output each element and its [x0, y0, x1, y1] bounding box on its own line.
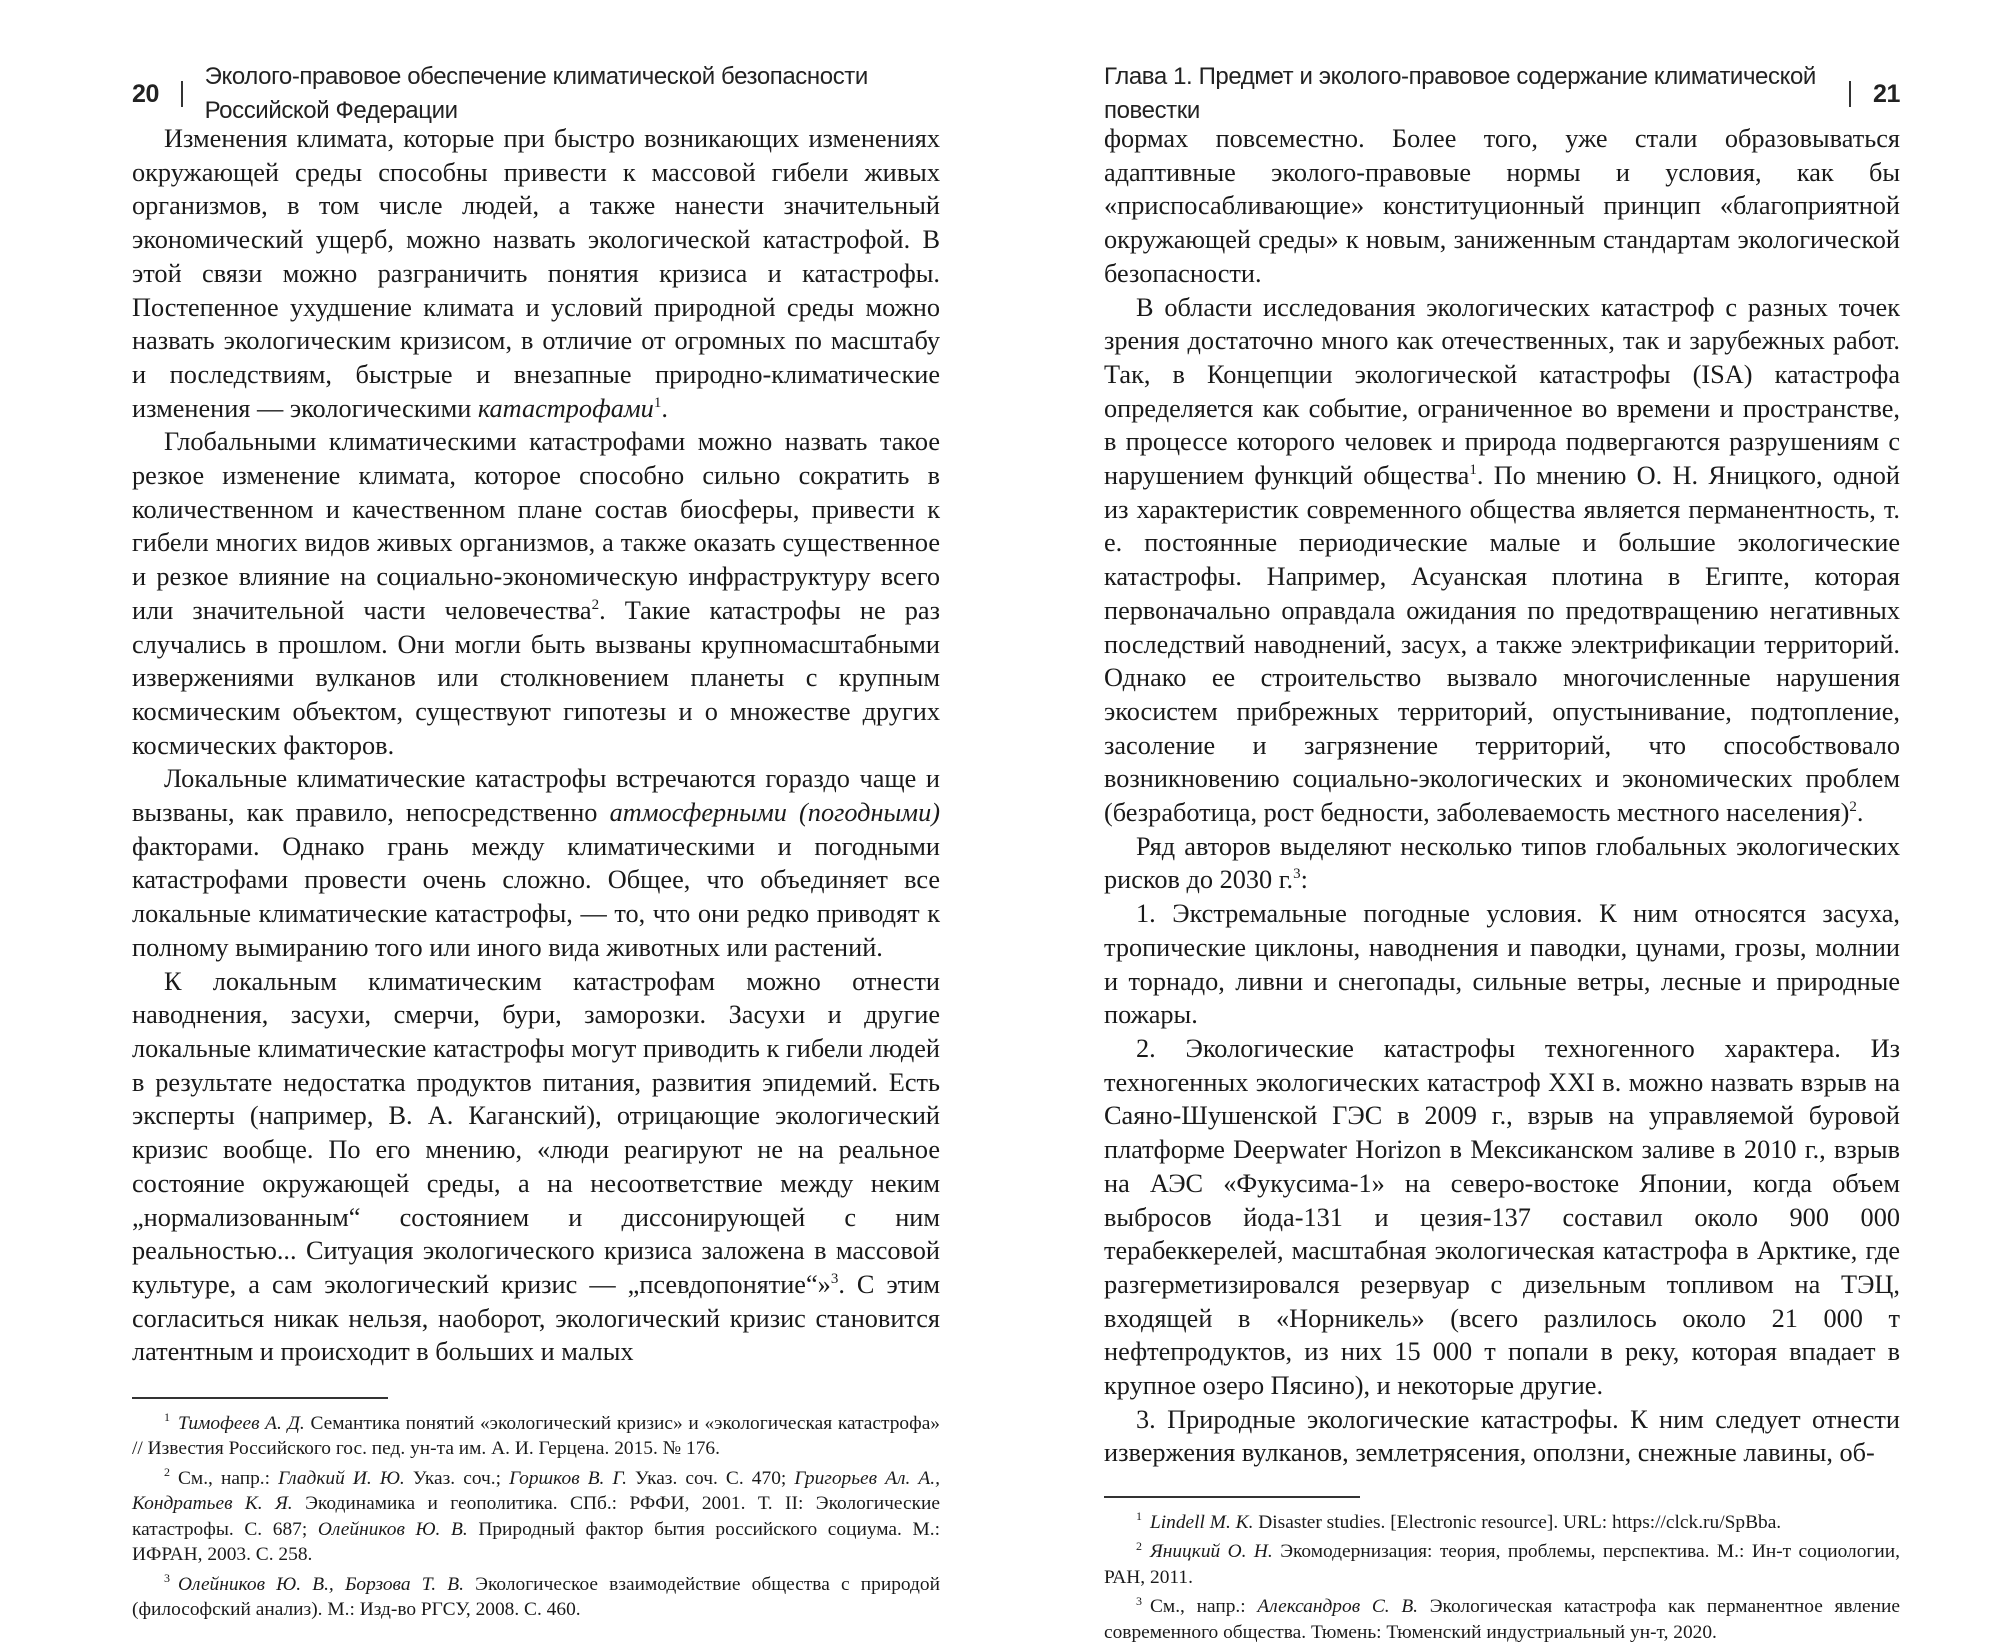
left-paragraph [132, 762, 940, 964]
text-run: . [661, 393, 668, 423]
text-run: Указ. соч.; [404, 1467, 510, 1489]
page-number-right: 21 [1872, 80, 1900, 108]
text-run: : [1300, 865, 1308, 895]
footnote [1104, 1510, 1900, 1536]
text-run: Экологическая катастрофа как перманентное явление современного общества. Тюмень: Тюменский индустриальный ун-т, 2020. [1104, 1596, 1900, 1643]
text-run: Экологическое взаимодействие общества с природой (философский анализ). М.: Изд-во РГСУ, 2008. С. 460. [132, 1573, 940, 1621]
text-run: . [1856, 798, 1864, 828]
footnote [1104, 1594, 1900, 1645]
text-run: Природный фактор бытия российского социума. М.: ИФРАН, 2003. С. 258. [132, 1518, 940, 1566]
italic-run: Олейников Ю. В., Борзова Т. В. [178, 1573, 464, 1595]
footnote [132, 1572, 940, 1623]
italic-run: Lindell M. K. [1150, 1511, 1254, 1533]
text-run: 1. Экстремальные погодные условия. К ним относятся засуха, тропические циклоны, наводнения и паводки, цунами, грозы, молнии и торнадо, ливни и снегопады, сильные ветры, лесные и природные пожары. [1104, 899, 1900, 1030]
italic-run: Горшков В. Г. [509, 1467, 627, 1489]
footnote-rule [1104, 1496, 1360, 1498]
text-run: . С этим согласиться никак нельзя, наоборот, экологический кризис становится латентным и происходит в больших и малых [132, 1269, 941, 1367]
text-run: Изменения климата, которые при быстро возникающих изменениях окружающей среды способны привести к массовой гибели живых организмов, в том числе людей, а также нанести значительный экономический ущерб, можно назвать экологической катастрофой. В этой связи можно разграничить понятия кризиса и катастрофы. Постепенное ухудшение климата и условий природной среды можно назвать экологическим кризисом, в отличие от огромных по масштабу и последствиям, быстрые и внезапные природно-климатические изменения — экологическими [132, 124, 940, 423]
italic-run: Яницкий О. Н. [1150, 1541, 1273, 1563]
italic-run: катастрофами [477, 393, 654, 423]
footnote-marker: 1 [1136, 1509, 1142, 1524]
right-paragraph [1104, 122, 1900, 291]
right-paragraph [1104, 1403, 1900, 1470]
italic-run: Тимофеев А. Д. [178, 1412, 305, 1434]
left-paragraph [132, 122, 940, 425]
footnote-marker: 2 [1136, 1538, 1142, 1553]
italic-run: Олейников Ю. В. [317, 1518, 468, 1540]
text-run: формах повсеместно. Более того, уже стали образовываться адаптивные эколого-правовые нормы и условия, как бы «приспосабливающие» конституционный принцип «благоприятной окружающей среды» к новым, заниженным стандартам экологической безопасности. [1104, 124, 1900, 288]
text-run: . По мнению О. Н. Яницкого, одной из характеристик современного общества является перманентность, т. е. постоянные периодические малые и большие экологические катастрофы. Например, Асуанская плотина в Египте, которая первоначально оправдала ожидания по предотвращению негативных последствий наводнений, засух, а также электрификации территорий. Однако ее строительство вызвало многочисленные нарушения экосистем прибрежных территорий, опустынивание, подтопление, засоление и загрязнение территорий, что способствовало возникновению социально-экологических и экономических проблем (безработица, рост бедности, заболеваемость местного населения) [1104, 461, 1901, 828]
footnote-marker: 1 [164, 1410, 170, 1425]
text-run: Ряд авторов выделяют несколько типов глобальных экологических рисков до 2030 г. [1104, 831, 1900, 895]
right-paragraph [1104, 897, 1900, 1032]
italic-run: Гладкий И. Ю. [278, 1467, 405, 1489]
text-run: Disaster studies. [Electronic resource]. URL: https://clck.ru/SpBba. [1253, 1511, 1782, 1533]
right-body-text [1104, 122, 1900, 1470]
footnote [132, 1466, 940, 1568]
right-page [1000, 0, 2000, 1643]
italic-run: Григорьев Ал. А., Кондратьев К. Я. [132, 1467, 940, 1515]
footnote-ref: 3 [1293, 866, 1301, 883]
book-title: Эколого-правовое обеспечение климатической безопасности Российской Федерации [204, 63, 868, 124]
running-head-left [132, 63, 940, 124]
text-run: факторами. Однако грань между климатическими и погодными катастрофами провести очень сложно. Общее, что объединяет все локальные климатические катастрофы, — то, что они редко приводят к полному вымиранию того или иного вида животных или растений. [132, 831, 940, 962]
footnote-marker: 2 [164, 1465, 170, 1480]
text-run: Экомодернизация: теория, проблемы, перспектива. М.: Ин-т социологии, РАН, 2011. [1104, 1541, 1900, 1588]
footnote-ref: 2 [591, 597, 600, 614]
text-run: В области исследования экологических катастроф с разных точек зрения достаточно много как отечественных, так и зарубежных работ. Так, в Концепции экологической катастрофы (ISA) катастрофа определяется как событие, ограниченное во времени и пространстве, в процессе которого человек и природа подвергаются разрушениям с нарушением функций общества [1104, 292, 1900, 491]
text-run: Локальные климатические катастрофы встречаются гораздо чаще и вызваны, как правило, непосредственно [132, 764, 940, 828]
text-run: См., напр.: [1150, 1596, 1258, 1618]
left-paragraph [132, 425, 940, 762]
footnote [132, 1411, 940, 1462]
page-number-left: 20 [132, 80, 160, 108]
text-run: 2. Экологические катастрофы техногенного характера. Из техногенных экологических катастроф XXI в. можно назвать взрыв на Саяно-Шушенской ГЭС в 2009 г., взрыв на управляемой буровой платформе Deepwater Horizon в Мексиканском заливе в 2010 г., взрыв на АЭС «Фукусима-1» на северо-востоке Японии, когда объем выбросов йода-131 и цезия-137 составил около 900 000 терабеккерелей, масштабная экологическая катастрофа в Арктике, где разгерметизировался резервуар с дизельным топливом на ТЭЦ, входящей в «Норникель» (всего разлилось около 21 000 т нефтепродуктов, из них 15 000 т попали в реку, которая впадает в крупное озеро Пясино), и некоторые другие. [1104, 1033, 1900, 1401]
text-run: . Такие катастрофы не раз случались в прошлом. Они могли быть вызваны крупномасштабными извержениями вулканов или столкновением планеты с крупным космическим объектом, существуют гипотезы и о множестве других космических факторов. [132, 595, 940, 760]
footnote-ref: 2 [1849, 799, 1857, 816]
header-separator [181, 81, 183, 107]
text-run: Глобальными климатическими катастрофами можно назвать такое резкое изменение климата, которое способно сильно сократить в количественном и качественном плане состав биосферы, привести к гибели многих видов живых организмов, а также оказать существенное и резкое влияние на социально-экономическую инфраструктуру всего или значительной части человечества [132, 427, 940, 625]
text-run: 3. Природные экологические катастрофы. К ним следует отнести извержения вулканов, землетрясения, оползни, снежные лавины, об- [1104, 1404, 1900, 1468]
right-paragraph [1104, 291, 1900, 830]
header-separator [1849, 81, 1851, 107]
right-paragraph [1104, 1032, 1900, 1403]
footnote-ref: 3 [830, 1271, 839, 1288]
left-paragraph [132, 965, 940, 1369]
text-run: Указ. соч. С. 470; [626, 1467, 795, 1489]
italic-run: атмосферными (погодными) [609, 798, 940, 828]
footnote-marker: 3 [164, 1571, 170, 1586]
footnote-ref: 1 [653, 394, 662, 411]
text-run: Семантика понятий «экологический кризис» и «экологическая катастрофа» // Известия Российского гос. пед. ун-та им. А. И. Герцена. 2015. № 176. [132, 1412, 940, 1460]
italic-run: Александров С. В. [1257, 1596, 1419, 1618]
right-paragraph [1104, 830, 1900, 897]
left-body-text [132, 122, 940, 1369]
running-head-right [1104, 63, 1900, 124]
text-run: Экодинамика и геополитика. СПб.: РФФИ, 2001. Т. II: Экологические катастрофы. С. 687; [132, 1493, 941, 1540]
right-footnotes [1104, 1510, 1900, 1645]
chapter-title: Глава 1. Предмет и эколого-правовое содержание климатической повестки [1104, 63, 1816, 124]
footnote-ref: 1 [1469, 462, 1477, 479]
footnote-rule [132, 1397, 388, 1399]
footnote-marker: 3 [1136, 1593, 1142, 1608]
left-page [0, 0, 1000, 1621]
footnote [1104, 1539, 1900, 1590]
left-footnotes [132, 1411, 940, 1623]
text-run: См., напр.: [178, 1467, 279, 1489]
text-run: К локальным климатическим катастрофам можно отнести наводнения, засухи, смерчи, бури, заморозки. Засухи и другие локальные климатические катастрофы могут приводить к гибели людей в результате недостатка продуктов питания, развития эпидемий. Есть эксперты (например, В. А. Каганский), отрицающие экологический кризис вообще. По его мнению, «люди реагируют не на реальное состояние окружающей среды, а на несоответствие между неким „нормализованным“ состоянием и диссонирующей с ним реальностью... Ситуация экологического кризиса заложена в массовой культуре, а сам экологический кризис — „псевдопонятие“» [132, 966, 940, 1299]
